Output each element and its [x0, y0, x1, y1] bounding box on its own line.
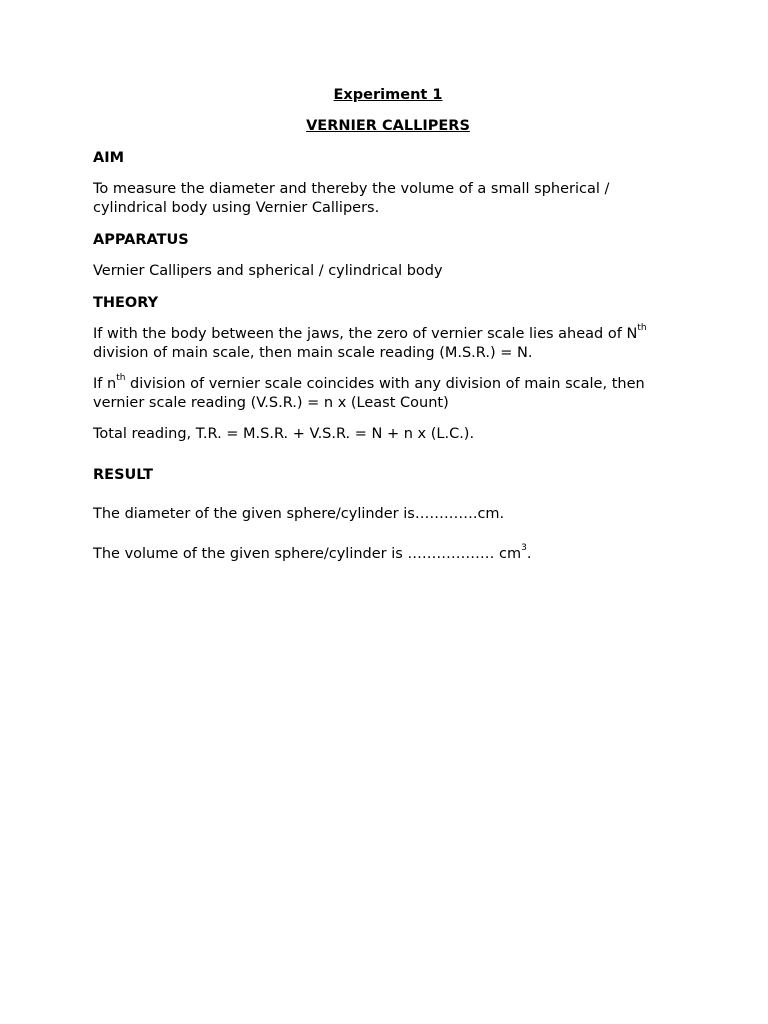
aim-text: To measure the diameter and thereby the volume of a small spherical / cylindrical body using Vernier Callipers. — [93, 181, 610, 216]
aim-heading: AIM — [93, 150, 125, 166]
theory-paragraph-1 — [93, 325, 683, 363]
theory-p2-before: If n — [93, 376, 117, 392]
result-heading: RESULT — [93, 467, 154, 483]
theory-p1-superscript: th — [637, 323, 647, 334]
apparatus-text: Vernier Callipers and spherical / cylindrical body — [93, 263, 443, 279]
theory-p1-after: division of main scale, then main scale reading (M.S.R.) = N. — [93, 345, 533, 361]
experiment-subtitle: VERNIER CALLIPERS — [306, 118, 470, 134]
experiment-title: Experiment 1 — [333, 87, 443, 103]
theory-paragraph-3: Total reading, T.R. = M.S.R. + V.S.R. = N + n x (L.C.). — [93, 426, 475, 442]
result-volume-superscript: 3 — [521, 543, 527, 554]
theory-p2-after: division of vernier scale coincides with any division of main scale, then vernier scale reading (V.S.R.) = n x (Least Count) — [93, 376, 645, 411]
result-volume-before: The volume of the given sphere/cylinder is ……………… cm — [93, 546, 522, 562]
theory-heading: THEORY — [93, 295, 159, 311]
document-content — [93, 86, 683, 564]
theory-p1-before: If with the body between the jaws, the zero of vernier scale lies ahead of N — [93, 326, 638, 342]
theory-paragraph-2 — [93, 375, 683, 413]
apparatus-heading: APPARATUS — [93, 232, 189, 248]
result-diameter-line: The diameter of the given sphere/cylinder is………….cm. — [93, 506, 505, 522]
theory-p2-superscript: th — [116, 373, 126, 384]
result-volume-after: . — [526, 546, 532, 562]
result-volume-line — [93, 545, 683, 564]
